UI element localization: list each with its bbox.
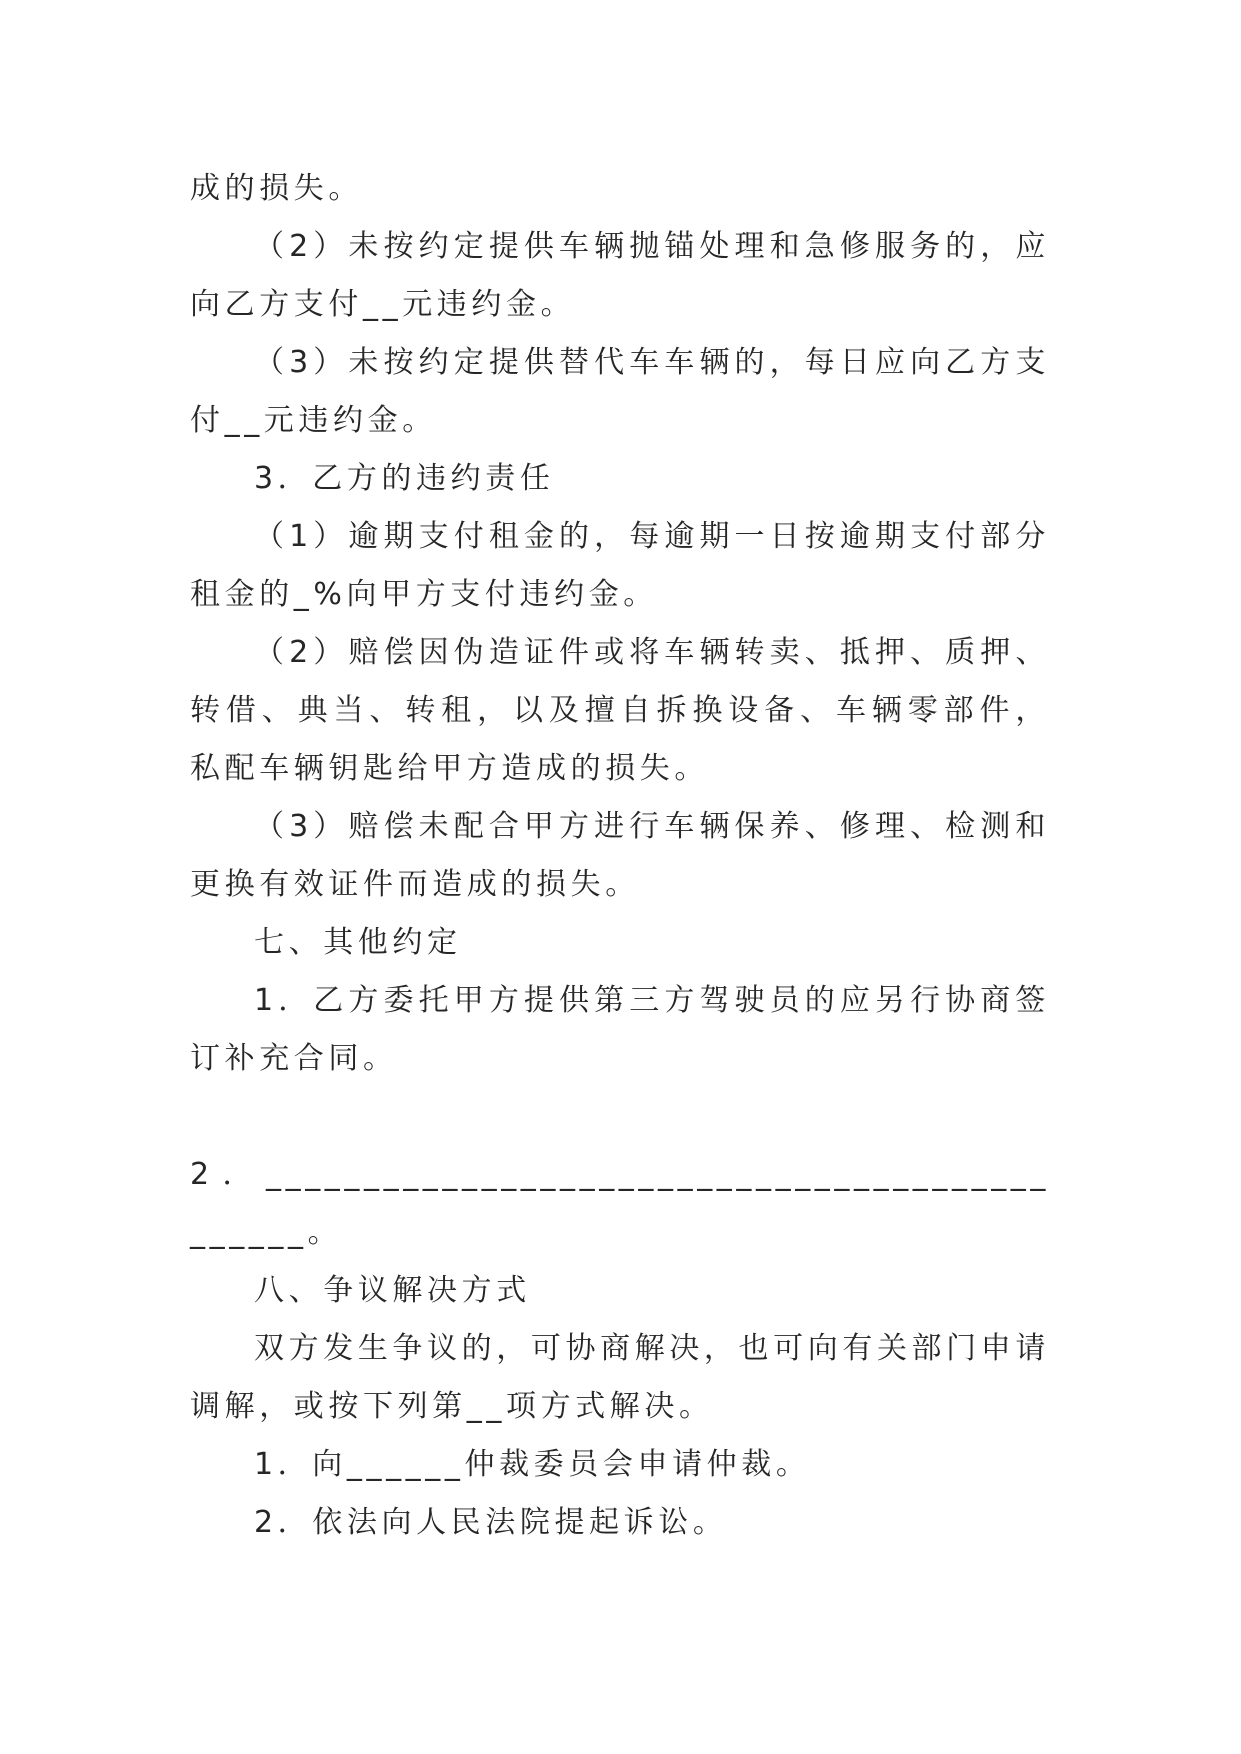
paragraph-replacement-vehicle: （3）未按约定提供替代车车辆的，每日应向乙方支付__元违约金。 <box>190 345 1050 438</box>
paragraph-dispute-negotiation: 双方发生争议的，可协商解决，也可向有关部门申请调解，或按下列第__项方式解决。 <box>190 1331 1050 1424</box>
heading-other-agreements: 七、其他约定 <box>254 925 462 960</box>
blank-spacer <box>190 1088 1050 1146</box>
heading-dispute-resolution: 八、争议解决方式 <box>254 1273 531 1308</box>
paragraph-arbitration: 1．向______仲裁委员会申请仲裁。 <box>254 1447 811 1482</box>
paragraph-forgery-compensation: （2）赔偿因伪造证件或将车辆转卖、抵押、质押、转借、典当、转租，以及擅自拆换设备、车辆零部件，私配车辆钥匙给甲方造成的损失。 <box>190 635 1050 786</box>
document-body <box>190 160 1050 1552</box>
paragraph-loss-continuation: 成的损失。 <box>190 171 363 206</box>
paragraph-litigation: 2．依法向人民法院提起诉讼。 <box>254 1505 728 1540</box>
paragraph-blank-clause: 2．______________________________________________。 <box>190 1157 1050 1250</box>
paragraph-late-rent: （1）逾期支付租金的，每逾期一日按逾期支付部分租金的_%向甲方支付违约金。 <box>190 519 1050 612</box>
paragraph-maintenance-compensation: （3）赔偿未配合甲方进行车辆保养、修理、检测和更换有效证件而造成的损失。 <box>190 809 1050 902</box>
paragraph-breakdown-repair: （2）未按约定提供车辆抛锚处理和急修服务的，应向乙方支付__元违约金。 <box>190 229 1050 322</box>
heading-party-b-liability: 3．乙方的违约责任 <box>254 461 555 496</box>
paragraph-third-party-driver: 1．乙方委托甲方提供第三方驾驶员的应另行协商签订补充合同。 <box>190 983 1050 1076</box>
